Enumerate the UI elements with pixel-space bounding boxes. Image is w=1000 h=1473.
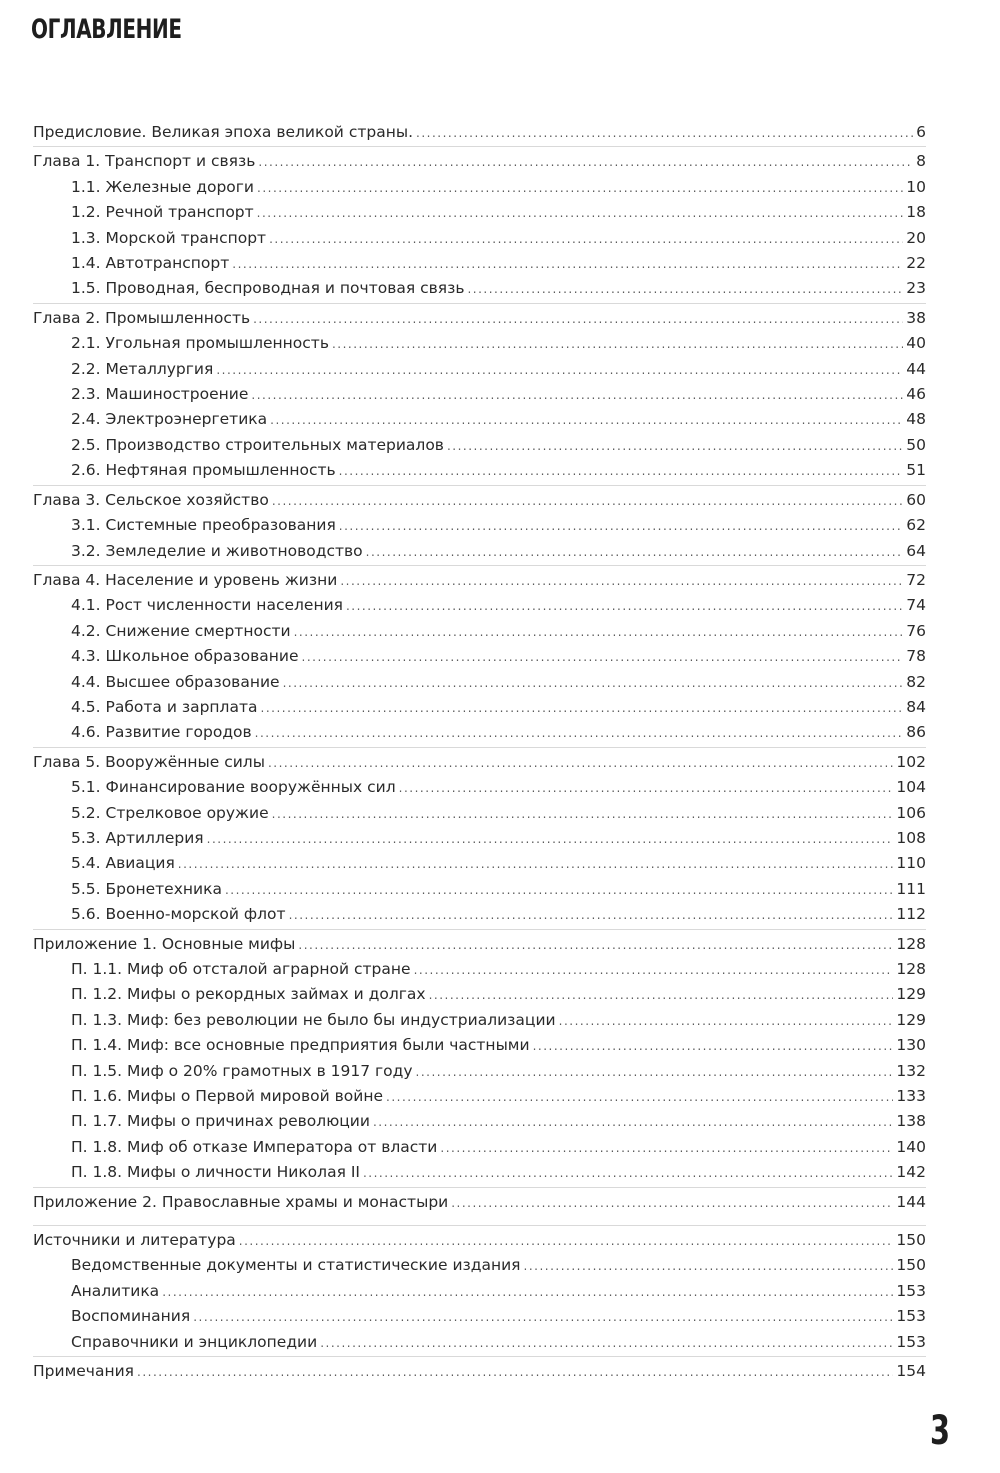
toc-subentry[interactable] xyxy=(33,382,926,407)
toc-subentry[interactable] xyxy=(33,877,926,902)
toc-entry-title: П. 1.7. Мифы о причинах революции xyxy=(71,1112,370,1131)
toc-page-number: 140 xyxy=(896,1137,926,1156)
dot-leader xyxy=(268,751,893,775)
toc-page-number: 84 xyxy=(906,697,926,716)
toc-subentry[interactable] xyxy=(33,644,926,669)
dot-leader xyxy=(416,121,913,145)
toc-page-number: 60 xyxy=(906,490,926,509)
toc-page-number: 144 xyxy=(896,1192,926,1211)
toc-entry-title: П. 1.8. Миф об отказе Императора от власти xyxy=(71,1137,438,1156)
table-of-contents xyxy=(33,120,926,1385)
toc-page-number: 8 xyxy=(916,152,926,171)
toc-subentry[interactable] xyxy=(33,1135,926,1160)
toc-entry-title: П. 1.1. Миф об отсталой аграрной стране xyxy=(71,960,411,978)
toc-subentry[interactable] xyxy=(33,1084,926,1109)
toc-page-number: 64 xyxy=(906,541,926,560)
toc-page-number: 72 xyxy=(906,570,926,589)
toc-subentry[interactable] xyxy=(33,357,926,382)
toc-subentry[interactable] xyxy=(33,175,926,200)
dot-leader xyxy=(533,1034,894,1058)
toc-subentry[interactable] xyxy=(33,407,926,432)
toc-page-number: 150 xyxy=(896,1256,926,1275)
toc-entry-title: 1.5. Проводная, беспроводная и почтовая связь xyxy=(71,279,465,298)
toc-subentry[interactable] xyxy=(33,1279,926,1304)
toc-entry-title: Глава 3. Сельское хозяйство xyxy=(33,490,269,509)
toc-page-number: 20 xyxy=(906,228,926,247)
toc-entry-title: П. 1.6. Мифы о Первой мировой войне xyxy=(71,1087,384,1106)
dot-leader xyxy=(257,201,904,225)
toc-entry-title: 5.3. Артиллерия xyxy=(71,828,204,847)
toc-subentry[interactable] xyxy=(33,1008,926,1033)
toc-entry[interactable] xyxy=(33,932,926,957)
toc-page-number: 40 xyxy=(906,334,926,353)
toc-page-number: 74 xyxy=(906,596,926,615)
dot-leader xyxy=(298,933,893,957)
dot-leader xyxy=(257,176,903,200)
toc-subentry[interactable] xyxy=(33,513,926,538)
toc-entry-title: 1.2. Речной транспорт xyxy=(71,203,254,222)
toc-subentry[interactable] xyxy=(33,433,926,458)
toc-entry-title: Аналитика xyxy=(71,1281,160,1300)
toc-page-number: 129 xyxy=(896,985,926,1004)
toc-entry-title: Примечания xyxy=(33,1362,134,1381)
dot-leader xyxy=(253,307,903,331)
toc-entry-title: Приложение 1. Основные мифы xyxy=(33,934,296,953)
toc-subentry[interactable] xyxy=(33,720,926,745)
toc-entry-title: 4.5. Работа и зарплата xyxy=(71,697,258,716)
toc-page-number: 51 xyxy=(906,461,926,480)
toc-subentry[interactable] xyxy=(33,458,926,483)
toc-section xyxy=(33,303,926,484)
toc-page-number: 112 xyxy=(896,905,926,924)
toc-subentry[interactable] xyxy=(33,826,926,851)
toc-entry-title: П. 1.2. Мифы о рекордных займах и долгах xyxy=(71,985,426,1004)
toc-entry-title: Справочники и энциклопедии xyxy=(71,1332,318,1351)
toc-page-number: 78 xyxy=(906,647,926,666)
toc-entry-title: 5.5. Бронетехника xyxy=(71,879,222,898)
toc-section xyxy=(33,747,926,928)
toc-subentry[interactable] xyxy=(33,226,926,251)
dot-leader xyxy=(440,1136,893,1160)
toc-entry-title: П. 1.4. Миф: все основные предприятия были частными xyxy=(71,1036,530,1055)
toc-entry-title: П. 1.5. Миф о 20% грамотных в 1917 году xyxy=(71,1061,413,1080)
toc-page-number: 23 xyxy=(906,279,926,298)
toc-page-number: 153 xyxy=(896,1332,926,1351)
toc-entry-title: 2.2. Металлургия xyxy=(71,359,214,378)
toc-section xyxy=(33,146,926,301)
toc-entry[interactable] xyxy=(33,1190,926,1215)
dot-leader xyxy=(451,1191,893,1215)
toc-entry-title: 4.1. Рост численности населения xyxy=(71,596,343,615)
toc-entry-title: 2.3. Машиностроение xyxy=(71,385,249,404)
dot-leader xyxy=(340,569,903,593)
dot-leader xyxy=(251,383,903,407)
toc-entry-title: Глава 2. Промышленность xyxy=(33,308,251,327)
toc-subentry[interactable] xyxy=(33,593,926,618)
toc-subentry[interactable] xyxy=(33,851,926,876)
dot-leader xyxy=(232,252,903,276)
dot-leader xyxy=(272,489,903,513)
toc-entry-title: 3.2. Земледелие и животноводство xyxy=(71,541,363,560)
toc-page-number: 133 xyxy=(896,1087,926,1106)
toc-section xyxy=(33,1356,926,1384)
toc-entry-title: 1.4. Автотранспорт xyxy=(71,254,230,273)
toc-subentry[interactable] xyxy=(33,695,926,720)
toc-entry-title: 2.1. Угольная промышленность xyxy=(71,334,329,353)
toc-entry-title: Глава 5. Вооружённые силы xyxy=(33,752,265,771)
toc-entry[interactable] xyxy=(33,750,926,775)
toc-entry-title: Источники и литература xyxy=(33,1231,236,1250)
page-title: ОГЛАВЛЕНИЕ xyxy=(31,14,182,45)
dot-leader xyxy=(416,1060,894,1084)
dot-leader xyxy=(207,827,894,851)
dot-leader xyxy=(339,514,903,538)
toc-entry[interactable] xyxy=(33,306,926,331)
dot-leader xyxy=(289,903,894,927)
toc-subentry[interactable] xyxy=(33,1059,926,1084)
toc-subentry[interactable] xyxy=(33,539,926,564)
dot-leader xyxy=(269,227,903,251)
toc-subentry[interactable] xyxy=(33,902,926,927)
dot-leader xyxy=(283,671,904,695)
toc-entry[interactable] xyxy=(33,568,926,593)
toc-subentry[interactable] xyxy=(33,251,926,276)
dot-leader xyxy=(178,852,894,876)
toc-page-number: 106 xyxy=(896,803,926,822)
toc-subentry[interactable] xyxy=(33,1304,926,1329)
toc-entry-title: 5.2. Стрелковое оружие xyxy=(71,803,269,822)
toc-page-number: 38 xyxy=(906,308,926,327)
dot-leader xyxy=(524,1254,894,1278)
toc-page-number: 110 xyxy=(896,854,926,873)
dot-leader xyxy=(272,802,894,826)
toc-page-number: 104 xyxy=(896,778,926,797)
toc-entry[interactable] xyxy=(33,1228,926,1253)
toc-entry[interactable] xyxy=(33,149,926,174)
toc-page-number: 150 xyxy=(896,1231,926,1250)
toc-subentry[interactable] xyxy=(33,1160,926,1185)
toc-page-number: 44 xyxy=(906,359,926,378)
toc-page-number: 129 xyxy=(896,1010,926,1029)
toc-entry-title: 4.2. Снижение смертности xyxy=(71,621,291,640)
toc-subentry[interactable] xyxy=(33,331,926,356)
toc-entry-title: 5.4. Авиация xyxy=(71,854,175,873)
toc-page-number: 76 xyxy=(906,621,926,640)
toc-entry-title: Воспоминания xyxy=(71,1307,191,1326)
toc-page-number: 142 xyxy=(896,1163,926,1182)
toc-entry[interactable] xyxy=(33,1359,926,1384)
toc-page-number: 62 xyxy=(906,516,926,535)
dot-leader xyxy=(332,332,903,356)
toc-subentry[interactable] xyxy=(33,619,926,644)
toc-section xyxy=(33,485,926,564)
toc-subentry[interactable] xyxy=(33,670,926,695)
toc-subentry[interactable] xyxy=(33,801,926,826)
dot-leader xyxy=(137,1360,893,1384)
toc-page-number: 48 xyxy=(906,410,926,429)
toc-page-number: 111 xyxy=(896,879,926,898)
toc-entry-title: 1.3. Морской транспорт xyxy=(71,228,267,247)
toc-subentry[interactable] xyxy=(33,1253,926,1278)
toc-entry-title: Глава 4. Население и уровень жизни xyxy=(33,570,338,589)
toc-page-number: 154 xyxy=(896,1362,926,1381)
toc-page-number: 130 xyxy=(896,1036,926,1055)
dot-leader xyxy=(386,1085,893,1109)
toc-page-number: 10 xyxy=(906,177,926,196)
dot-leader xyxy=(255,721,904,745)
toc-entry-title: Предисловие. Великая эпоха великой страны. xyxy=(33,123,413,141)
toc-section xyxy=(33,1225,926,1355)
toc-page-number: 128 xyxy=(896,934,926,953)
toc-section xyxy=(33,565,926,746)
toc-entry-title: Приложение 2. Православные храмы и монастыри xyxy=(33,1192,449,1211)
toc-subentry[interactable] xyxy=(33,200,926,225)
toc-entry-title: 1.1. Железные дороги xyxy=(71,177,254,196)
toc-section xyxy=(33,120,926,145)
toc-page-number: 82 xyxy=(906,672,926,691)
dot-leader xyxy=(216,358,903,382)
dot-leader xyxy=(258,150,913,174)
toc-entry-title: П. 1.8. Мифы о личности Николая II xyxy=(71,1163,360,1182)
toc-subentry[interactable] xyxy=(33,1109,926,1134)
dot-leader xyxy=(429,983,894,1007)
dot-leader xyxy=(270,408,903,432)
toc-page-number: 50 xyxy=(906,435,926,454)
dot-leader xyxy=(447,434,903,458)
dot-leader xyxy=(294,620,904,644)
toc-entry-title: 4.3. Школьное образование xyxy=(71,647,299,666)
page-number: 3 xyxy=(930,1408,951,1454)
toc-subentry[interactable] xyxy=(33,1330,926,1355)
dot-leader xyxy=(193,1305,893,1329)
toc-page-number: 153 xyxy=(896,1281,926,1300)
toc-page-number: 46 xyxy=(906,385,926,404)
toc-section xyxy=(33,1187,926,1215)
toc-page-number: 138 xyxy=(896,1112,926,1131)
toc-entry-title: 3.1. Системные преобразования xyxy=(71,516,336,535)
toc-entry[interactable] xyxy=(33,120,926,145)
dot-leader xyxy=(399,776,894,800)
toc-subentry[interactable] xyxy=(33,982,926,1007)
toc-page-number: 108 xyxy=(896,828,926,847)
dot-leader xyxy=(559,1009,894,1033)
toc-page-number: 102 xyxy=(896,752,926,771)
toc-entry[interactable] xyxy=(33,488,926,513)
dot-leader xyxy=(320,1331,893,1355)
toc-entry-title: 5.1. Финансирование вооружённых сил xyxy=(71,778,396,797)
dot-leader xyxy=(346,594,903,618)
toc-page-number: 18 xyxy=(906,203,926,222)
dot-leader xyxy=(414,958,894,982)
dot-leader xyxy=(261,696,904,720)
toc-page-number: 128 xyxy=(896,960,926,978)
toc-entry-title: П. 1.3. Миф: без революции не было бы индустриализации xyxy=(71,1010,556,1029)
toc-entry-title: 5.6. Военно-морской флот xyxy=(71,905,286,924)
dot-leader xyxy=(239,1229,894,1253)
dot-leader xyxy=(302,645,904,669)
dot-leader xyxy=(162,1280,893,1304)
toc-entry-title: 4.4. Высшее образование xyxy=(71,672,280,691)
toc-entry-title: 2.6. Нефтяная промышленность xyxy=(71,461,336,480)
toc-subentry[interactable] xyxy=(33,957,926,982)
toc-subentry[interactable] xyxy=(33,276,926,301)
toc-page-number: 22 xyxy=(906,254,926,273)
dot-leader xyxy=(467,277,903,301)
toc-page-number: 86 xyxy=(906,723,926,742)
toc-entry-title: 2.4. Электроэнергетика xyxy=(71,410,268,429)
dot-leader xyxy=(373,1110,893,1134)
dot-leader xyxy=(225,878,893,902)
toc-subentry[interactable] xyxy=(33,775,926,800)
toc-entry-title: 2.5. Производство строительных материалов xyxy=(71,435,444,454)
toc-subentry[interactable] xyxy=(33,1033,926,1058)
dot-leader xyxy=(366,540,904,564)
toc-page-number: 6 xyxy=(916,123,926,141)
dot-leader xyxy=(363,1161,893,1185)
toc-page-number: 132 xyxy=(896,1061,926,1080)
toc-entry-title: Ведомственные документы и статистические издания xyxy=(71,1256,521,1275)
toc-entry-title: Глава 1. Транспорт и связь xyxy=(33,152,256,171)
dot-leader xyxy=(339,459,904,483)
toc-page-number: 153 xyxy=(896,1307,926,1326)
toc-section xyxy=(33,929,926,1186)
toc-entry-title: 4.6. Развитие городов xyxy=(71,723,252,742)
